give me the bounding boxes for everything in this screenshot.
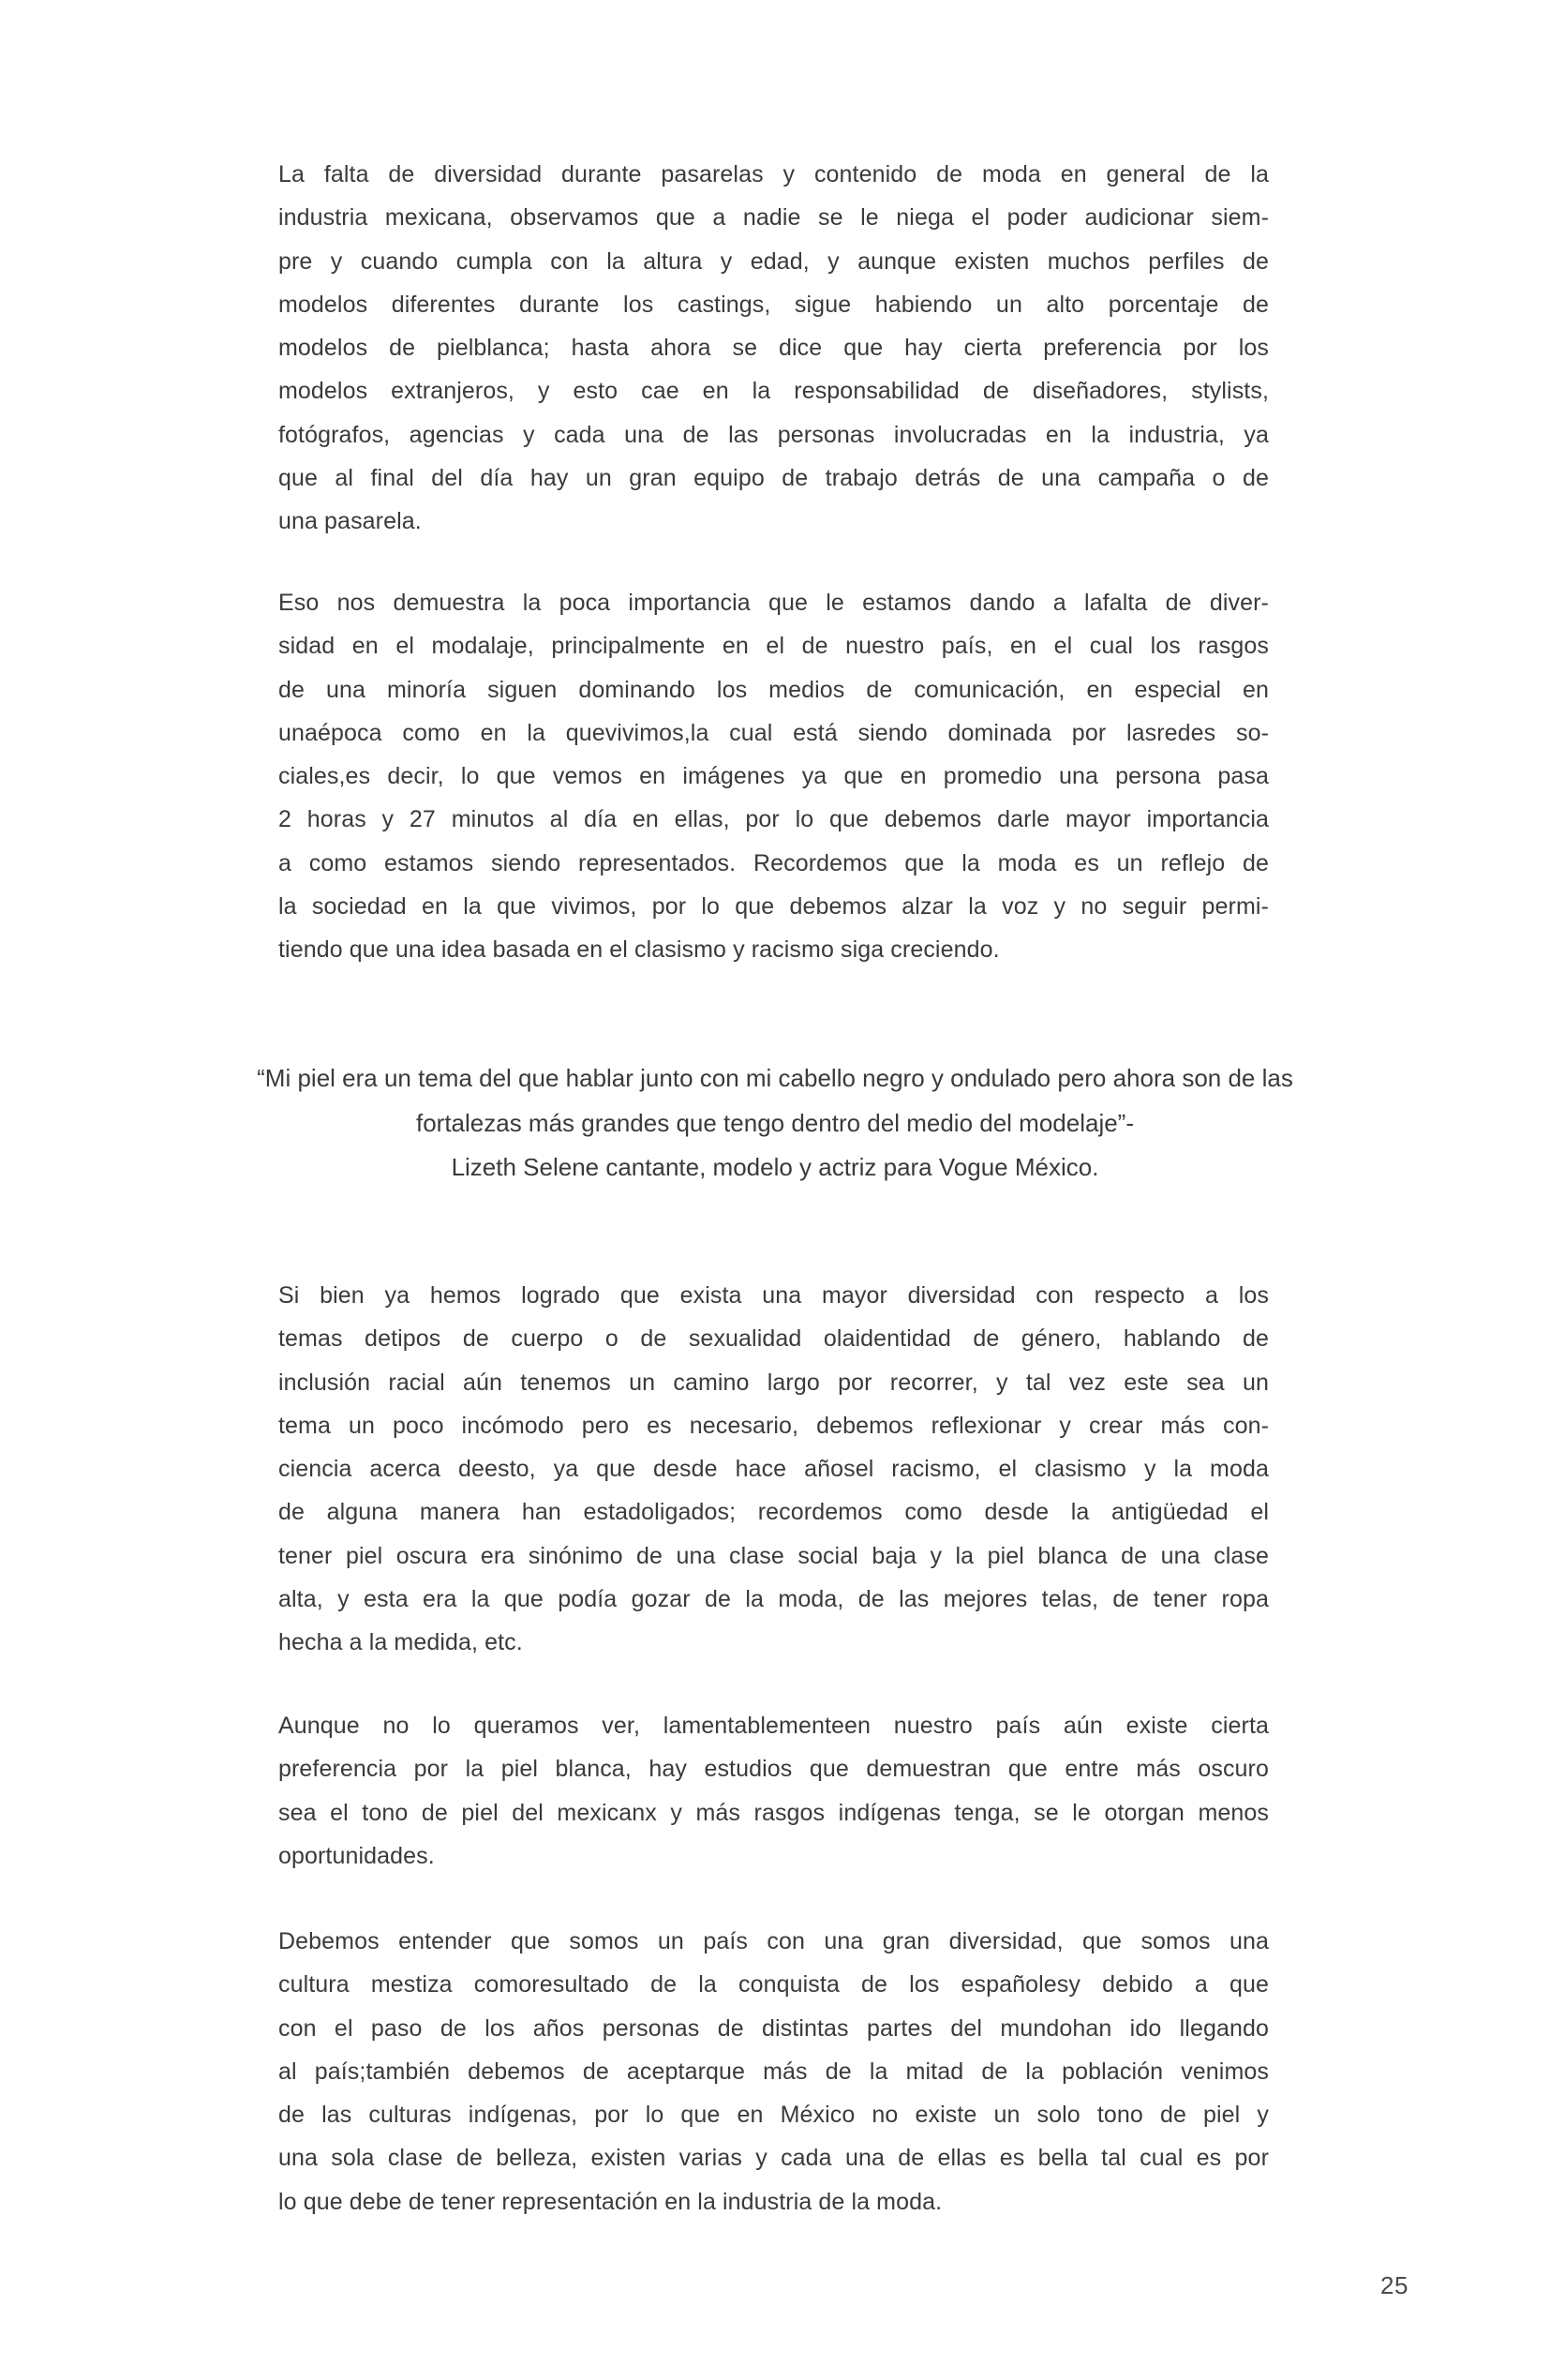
text-line: preferencia por la piel blanca, hay estudios que demuestran que entre más oscuro [278, 1756, 1269, 1783]
text-line: con el paso de los años personas de distintas partes del mundohan ido llegando [278, 2014, 1269, 2042]
text-line: una pasarela. [278, 508, 422, 535]
text-line: La falta de diversidad durante pasarelas y contenido de moda en general de la [278, 161, 1269, 187]
text-line: que al final del día hay un gran equipo de trabajo detrás de una campaña o de [278, 465, 1269, 492]
text-line: la sociedad en la que vivimos, por lo que debemos alzar la voz y no seguir permi- [278, 893, 1269, 921]
text-line: de una minoría siguen dominando los medios de comunicación, en especial en [278, 676, 1269, 703]
paragraph-1 [278, 153, 1269, 544]
text-line: de las culturas indígenas, por lo que en México no existe un solo tono de piel y [278, 2102, 1269, 2129]
paragraph-4 [278, 1704, 1269, 1878]
text-line: pre y cuando cumpla con la altura y edad, y aunque existen muchos perfiles de [278, 247, 1269, 275]
text-line: unaépoca como en la quevivimos,la cual está siendo dominada por lasredes so- [278, 719, 1269, 746]
text-line: de alguna manera han estadoligados; recordemos como desde la antigüedad el [278, 1499, 1269, 1526]
text-line: modelos diferentes durante los castings, sigue habiendo un alto porcentaje de [278, 291, 1269, 318]
text-line: fortalezas más grandes que tengo dentro del medio del modelaje”- [415, 1108, 1134, 1137]
text-line: modelos de pielblanca; hasta ahora se dice que hay cierta preferencia por los [278, 335, 1269, 362]
text-line: Eso nos demuestra la poca importancia que le estamos dando a lafalta de diver- [278, 590, 1269, 616]
text-line: cultura mestiza comoresultado de la conquista de los españolesy debido a que [278, 1971, 1269, 1998]
text-line: Lizeth Selene cantante, modelo y actriz para Vogue México. [451, 1153, 1099, 1181]
text-line: ciencia acerca deesto, ya que desde hace añosel racismo, el clasismo y la moda [278, 1456, 1269, 1483]
paragraph-2 [278, 581, 1269, 972]
text-line: inclusión racial aún tenemos un camino largo por recorrer, y tal vez este sea un [278, 1369, 1269, 1396]
text-line: Si bien ya hemos logrado que exista una mayor diversidad con respecto a los [278, 1282, 1269, 1309]
text-line: lo que debe de tener representación en la industria de la moda. [278, 2188, 943, 2215]
text-line: oportunidades. [278, 1842, 435, 1869]
text-line: hecha a la medida, etc. [278, 1629, 523, 1656]
text-line: al país;también debemos de aceptarque más de la mitad de la población venimos [278, 2058, 1269, 2085]
text-line: fotógrafos, agencias y cada una de las personas involucradas en la industria, ya [278, 421, 1269, 448]
text-line: ciales,es decir, lo que vemos en imágenes ya que en promedio una persona pasa [278, 763, 1269, 790]
text-line: industria mexicana, observamos que a nadie se le niega el poder audicionar siem- [278, 204, 1269, 232]
text-line: una sola clase de belleza, existen varias y cada una de ellas es bella tal cual es por [278, 2145, 1269, 2172]
text-line: tema un poco incómodo pero es necesario, debemos reflexionar y crear más con- [278, 1412, 1269, 1439]
text-line: a como estamos siendo representados. Recordemos que la moda es un reflejo de [278, 849, 1269, 876]
text-line: sea el tono de piel del mexicanx y más rasgos indígenas tenga, se le otorgan menos [278, 1799, 1269, 1826]
paragraph-3 [278, 1274, 1269, 1665]
page-number: 25 [1380, 2271, 1408, 2299]
text-line: alta, y esta era la que podía gozar de la moda, de las mejores telas, de tener ropa [278, 1586, 1269, 1613]
text-line: Debemos entender que somos un país con una gran diversidad, que somos una [278, 1928, 1269, 1954]
text-line: Aunque no lo queramos ver, lamentablementeen nuestro país aún existe cierta [278, 1713, 1269, 1739]
text-line: sidad en el modalaje, principalmente en el de nuestro país, en el cual los rasgos [278, 633, 1269, 660]
text-line: “Mi piel era un tema del que hablar junto con mi cabello negro y ondulado pero ahora son de las [257, 1064, 1293, 1092]
pull-quote [178, 1056, 1372, 1190]
text-line: tener piel oscura era sinónimo de una clase social baja y la piel blanca de una clase [278, 1542, 1269, 1569]
paragraph-5 [278, 1920, 1269, 2223]
text-line: tiendo que una idea basada en el clasismo y racismo siga creciendo. [278, 936, 1000, 964]
text-line: temas detipos de cuerpo o de sexualidad olaidentidad de género, hablando de [278, 1325, 1269, 1353]
text-line: modelos extranjeros, y esto cae en la responsabilidad de diseñadores, stylists, [278, 378, 1269, 405]
text-line: 2 horas y 27 minutos al día en ellas, por lo que debemos darle mayor importancia [278, 806, 1269, 833]
